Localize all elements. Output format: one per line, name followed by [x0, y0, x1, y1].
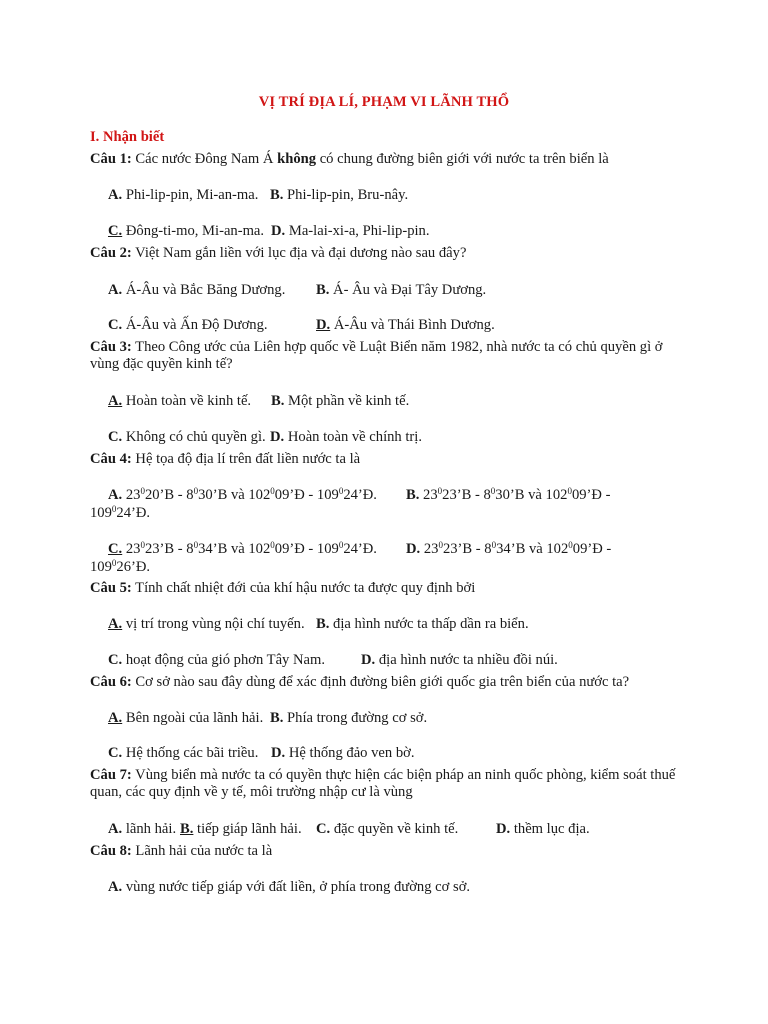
- option-b: [270, 187, 408, 204]
- option-c: [316, 821, 458, 838]
- question-text: Việt Nam gắn liền với lục địa và đại dương nào sau đây?: [131, 245, 467, 261]
- question-1: [90, 151, 690, 168]
- option-label: D.: [496, 821, 511, 837]
- option-b-continuation: [90, 505, 150, 522]
- option-label: C.: [108, 317, 123, 333]
- option-a: [108, 879, 470, 896]
- option-label: C.: [316, 821, 331, 837]
- option-c: [108, 652, 325, 669]
- option-label: D.: [271, 745, 286, 761]
- option-text: Á-Âu và Bắc Băng Dương.: [122, 282, 286, 298]
- option-label: C.: [108, 223, 123, 239]
- option-label: B.: [270, 710, 284, 726]
- question-number: Câu 1:: [90, 151, 132, 167]
- question-number: Câu 2:: [90, 245, 132, 261]
- option-d: [270, 429, 422, 446]
- question-text: có chung đường biên giới với nước ta trên biển là: [316, 151, 609, 167]
- option-text: 23: [420, 541, 439, 557]
- degree-sup: 0: [270, 540, 275, 550]
- option-text: 23’B - 8: [442, 487, 491, 503]
- option-b: [271, 393, 409, 410]
- question-8: [90, 843, 690, 860]
- option-label: C.: [108, 541, 123, 557]
- degree-sup: 0: [140, 486, 145, 496]
- option-text: 24’Đ.: [116, 505, 151, 521]
- degree-sup: 0: [491, 540, 497, 550]
- option-text: Á- Âu và Đại Tây Dương.: [329, 282, 487, 298]
- degree-sup: 0: [437, 486, 443, 496]
- option-text: 23: [419, 487, 438, 503]
- question-number: Câu 6:: [90, 674, 132, 690]
- option-label: B.: [406, 487, 420, 503]
- degree-sup: 0: [567, 486, 572, 496]
- question-6: [90, 674, 690, 691]
- option-a: [108, 821, 176, 838]
- question-text: Lãnh hải của nước ta là: [131, 843, 273, 859]
- option-label: B.: [271, 393, 285, 409]
- option-text: 23’B - 8: [144, 541, 194, 557]
- option-d: [316, 317, 495, 334]
- option-text: Á-Âu và Ấn Độ Dương.: [122, 317, 268, 333]
- question-text: Vùng biển mà nước ta có quyền thực hiện các biện pháp an ninh quốc phòng, kiểm soát thuế quan, các quy định về y tế, môi trường nhập cư là vùng: [90, 767, 676, 800]
- option-text: hoạt động của gió phơn Tây Nam.: [122, 652, 326, 668]
- option-text: 23’B - 8: [442, 541, 492, 557]
- question-number: Câu 3:: [90, 339, 132, 355]
- option-label: C.: [108, 652, 123, 668]
- option-d-continuation: [90, 559, 150, 576]
- option-text: 34’B và 102: [198, 541, 271, 557]
- degree-sup: 0: [568, 540, 573, 550]
- option-c: [108, 429, 266, 446]
- option-text: Đông-ti-mo, Mi-an-ma.: [122, 223, 265, 239]
- option-text: vùng nước tiếp giáp với đất liền, ở phía trong đường cơ sở.: [122, 879, 471, 895]
- question-number: Câu 5:: [90, 580, 132, 596]
- option-label: A.: [108, 616, 123, 632]
- question-2: [90, 245, 690, 262]
- degree-sup: 0: [140, 540, 145, 550]
- degree-sup: 0: [438, 540, 443, 550]
- option-b: [316, 616, 529, 633]
- degree-sup: 0: [490, 486, 496, 496]
- question-number: Câu 8:: [90, 843, 132, 859]
- option-text: thềm lục địa.: [510, 821, 590, 837]
- option-a: [108, 616, 305, 633]
- option-a: [108, 187, 258, 204]
- option-text: Hệ thống đảo ven bờ.: [285, 745, 415, 761]
- option-text: 109: [90, 505, 112, 521]
- option-d: [496, 821, 590, 838]
- option-c: [108, 745, 258, 762]
- option-label: D.: [361, 652, 376, 668]
- option-text: địa hình nước ta thấp dần ra biển.: [329, 616, 529, 632]
- option-b: [180, 821, 302, 838]
- option-label: B.: [180, 821, 194, 837]
- option-text: Hoàn toàn về chính trị.: [284, 429, 422, 445]
- option-b: [406, 487, 610, 504]
- degree-sup: 0: [111, 558, 117, 568]
- option-text: 23: [122, 541, 141, 557]
- option-a: [108, 487, 377, 504]
- option-label: A.: [108, 282, 123, 298]
- option-label: A.: [108, 879, 123, 895]
- option-text: 09’Đ -: [572, 541, 612, 557]
- option-text: Bên ngoài của lãnh hải.: [122, 710, 264, 726]
- question-text: Theo Công ước của Liên hợp quốc về Luật Biển năm 1982, nhà nước ta có chủ quyền gì ở vùng đặc quyền kinh tế?: [90, 339, 663, 372]
- degree-sup: 0: [270, 486, 275, 496]
- option-d: [271, 745, 415, 762]
- option-text: 09’Đ - 109: [274, 487, 339, 503]
- option-label: C.: [108, 745, 123, 761]
- option-text: 30’B và 102: [495, 487, 568, 503]
- option-text: tiếp giáp lãnh hải.: [193, 821, 302, 837]
- question-number: Câu 7:: [90, 767, 132, 783]
- option-text: lãnh hải.: [122, 821, 177, 837]
- option-label: A.: [108, 393, 123, 409]
- option-text: Á-Âu và Thái Bình Dương.: [330, 317, 495, 333]
- option-c: [108, 317, 268, 334]
- option-text: Hoàn toàn về kinh tế.: [122, 393, 252, 409]
- option-b: [316, 282, 486, 299]
- option-text: 09’Đ - 109: [274, 541, 339, 557]
- degree-sup: 0: [193, 486, 199, 496]
- option-label: A.: [108, 710, 123, 726]
- option-text: vị trí trong vùng nội chí tuyến.: [122, 616, 305, 632]
- option-label: B.: [316, 282, 330, 298]
- option-text: Phía trong đường cơ sở.: [283, 710, 428, 726]
- question-4: [90, 451, 690, 468]
- option-label: D.: [270, 429, 285, 445]
- degree-sup: 0: [338, 540, 344, 550]
- section-heading: I. Nhận biết: [90, 129, 165, 145]
- option-label: B.: [316, 616, 330, 632]
- question-number: Câu 4:: [90, 451, 132, 467]
- degree-sup: 0: [338, 486, 344, 496]
- question-text: Tính chất nhiệt đới của khí hậu nước ta được quy định bởi: [131, 580, 476, 596]
- option-text: 20’B - 8: [144, 487, 194, 503]
- option-label: D.: [406, 541, 421, 557]
- option-c: [108, 223, 264, 240]
- option-text: Phi-lip-pin, Mi-an-ma.: [122, 187, 259, 203]
- question-keyword: không: [277, 151, 317, 167]
- degree-sup: 0: [193, 540, 199, 550]
- option-text: 109: [90, 559, 112, 575]
- question-5: [90, 580, 690, 597]
- option-text: 24’Đ.: [343, 487, 377, 503]
- document-title: VỊ TRÍ ĐỊA LÍ, PHẠM VI LÃNH THỔ: [258, 94, 510, 110]
- option-a: [108, 710, 263, 727]
- question-text: Các nước Đông Nam Á: [131, 151, 278, 167]
- option-d: [406, 541, 611, 558]
- option-d: [361, 652, 558, 669]
- option-label: A.: [108, 487, 123, 503]
- option-text: Ma-lai-xi-a, Phi-lip-pin.: [285, 223, 430, 239]
- option-text: Không có chủ quyền gì.: [122, 429, 266, 445]
- option-label: D.: [316, 317, 331, 333]
- question-7: [90, 767, 696, 801]
- option-text: Hệ thống các bãi triều.: [122, 745, 259, 761]
- option-b: [270, 710, 427, 727]
- option-label: A.: [108, 187, 123, 203]
- option-c: [108, 541, 377, 558]
- option-text: 34’B và 102: [496, 541, 569, 557]
- question-text: Cơ sở nào sau đây dùng để xác định đường biên giới quốc gia trên biển của nước ta?: [131, 674, 630, 690]
- option-a: [108, 282, 285, 299]
- option-label: D.: [271, 223, 286, 239]
- option-text: 30’B và 102: [198, 487, 271, 503]
- option-a: [108, 393, 251, 410]
- option-text: Một phần về kinh tế.: [284, 393, 410, 409]
- option-text: địa hình nước ta nhiều đồi núi.: [375, 652, 558, 668]
- option-text: Phi-lip-pin, Bru-nây.: [283, 187, 409, 203]
- option-label: A.: [108, 821, 123, 837]
- option-label: B.: [270, 187, 284, 203]
- option-text: 26’Đ.: [116, 559, 151, 575]
- question-3: [90, 339, 690, 373]
- option-text: 24’Đ.: [343, 541, 377, 557]
- option-text: 09’Đ -: [571, 487, 611, 503]
- option-d: [271, 223, 430, 240]
- option-text: 23: [122, 487, 141, 503]
- degree-sup: 0: [111, 504, 117, 514]
- question-text: Hệ tọa độ địa lí trên đất liền nước ta là: [131, 451, 361, 467]
- option-text: đặc quyền về kinh tế.: [330, 821, 459, 837]
- option-label: C.: [108, 429, 123, 445]
